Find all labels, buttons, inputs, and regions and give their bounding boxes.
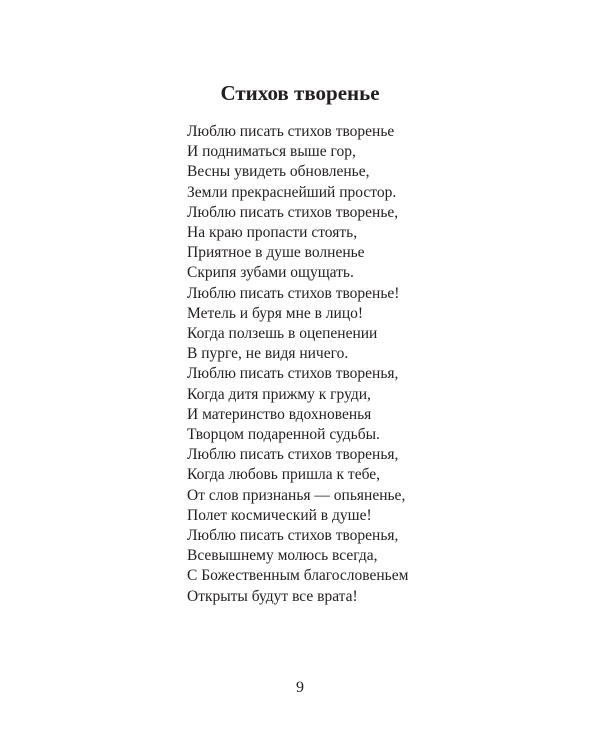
poem-body	[187, 122, 567, 607]
poem-line: Творцом подаренной судьбы.	[187, 426, 380, 444]
poem-line: Когда любовь пришла к тебе,	[187, 466, 381, 484]
poem-line: И подниматься выше гор,	[187, 143, 356, 161]
poem-line: Открыты будут все врата!	[187, 587, 358, 605]
poem-line: Когда ползешь в оцепенении	[187, 325, 378, 343]
poem-title: Стихов творенье	[220, 81, 380, 105]
poem-line: Земли прекраснейший простор.	[187, 183, 397, 201]
poem-line: С Божественным благословеньем	[187, 567, 409, 585]
page-number: 9	[296, 679, 304, 696]
poem-line: От слов признанья — опьяненье,	[187, 486, 406, 504]
poem-line: И материнство вдохновенья	[187, 405, 372, 423]
poem-line: В пурге, не видя ничего.	[187, 345, 349, 363]
poem-line: Люблю писать стихов творенья,	[187, 446, 399, 464]
poem-line: Люблю писать стихов творенье!	[187, 284, 400, 302]
poem-line: Всевышнему молюсь всегда,	[187, 547, 378, 565]
poem-line: Весны увидеть обновленье,	[187, 163, 370, 181]
poem-line: Метель и буря мне в лицо!	[187, 304, 364, 322]
poem-line: На краю пропасти стоять,	[187, 224, 358, 242]
poem-line: Скрипя зубами ощущать.	[187, 264, 354, 282]
poem-line: Люблю писать стихов творенье,	[187, 203, 399, 221]
poem-line: Люблю писать стихов творенья,	[187, 527, 399, 545]
poem-line: Приятное в душе волненье	[187, 244, 365, 262]
poem-line: Когда дитя прижму к груди,	[187, 385, 371, 403]
poem-line: Полет космический в душе!	[187, 506, 372, 524]
poem-line: Люблю писать стихов творенье	[187, 123, 395, 140]
poem-line: Люблю писать стихов творенья,	[187, 365, 399, 383]
